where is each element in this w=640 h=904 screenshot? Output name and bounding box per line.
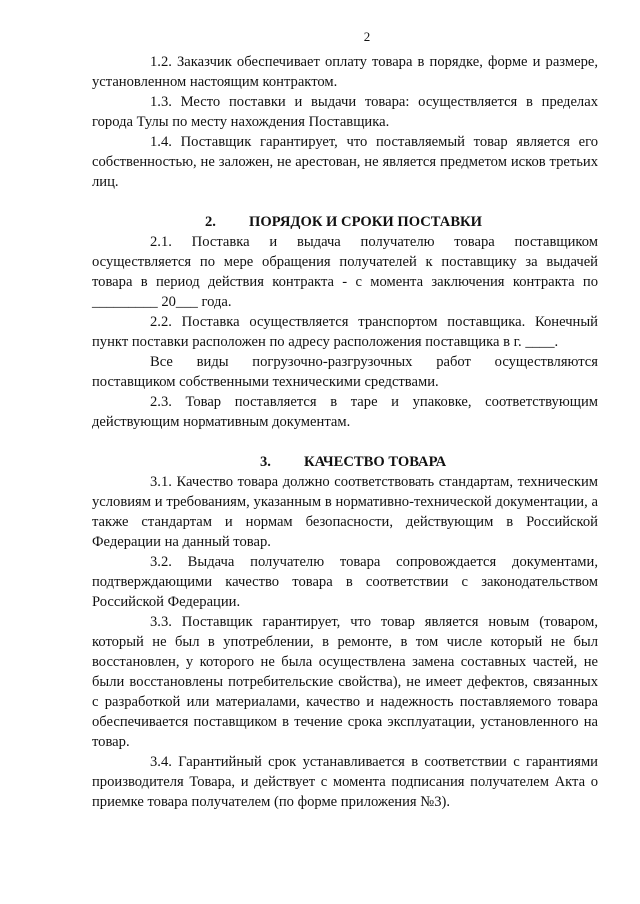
clause-1-4: 1.4. Поставщик гарантирует, что поставляемый товар является его собственностью, не заложен, не арестован, не является предметом исков третьих лиц. — [92, 134, 598, 190]
section-2-number: 2. — [205, 214, 216, 230]
clause-3-4: 3.4. Гарантийный срок устанавливается в соответствии с гарантиями производителя Товара, и действует с момента подписания получателем Акта о приемке товара получателем (по форме приложения №3). — [92, 754, 598, 810]
section-3-title: КАЧЕСТВО ТОВАРА — [304, 454, 447, 470]
section-3-number: 3. — [260, 454, 271, 470]
section-2-title: ПОРЯДОК И СРОКИ ПОСТАВКИ — [249, 214, 482, 230]
section-3-heading — [92, 452, 598, 472]
clause-3-2: 3.2. Выдача получателю товара сопровождается документами, подтверждающими качество товара в соответствии с законодательством Российской Федерации. — [92, 554, 598, 610]
clause-3-3: 3.3. Поставщик гарантирует, что товар является новым (товаром, который не был в употреблении, в ремонте, в том числе который не был восстановлен, у которого не была осуществлена замена составных частей, не были восстановлены потребительские свойства), не имеет дефектов, связанных с разработкой или материалами, качество и надежность поставляемого товара обеспечивается поставщиком в течение срока эксплуатации, установленного на товар. — [92, 614, 598, 750]
page-number: 2 — [363, 29, 371, 44]
clause-2-2-continued: Все виды погрузочно-разгрузочных работ осуществляются поставщиком собственными техническими средствами. — [92, 354, 598, 390]
clause-3-1: 3.1. Качество товара должно соответствовать стандартам, техническим условиям и требованиям, указанным в нормативно-технической документации, а также стандартам и нормам безопасности, действующим в Российской Федерации на данный товар. — [92, 474, 598, 550]
clause-2-3: 2.3. Товар поставляется в таре и упаковке, соответствующим действующим нормативным документам. — [92, 394, 598, 430]
clause-1-2: 1.2. Заказчик обеспечивает оплату товара в порядке, форме и размере, установленном настоящим контрактом. — [92, 54, 598, 90]
clause-2-1: 2.1. Поставка и выдача получателю товара поставщиком осуществляется по мере обращения получателей к поставщику за выдачей товара в период действия контракта - с момента заключения контракта по _________ 20___ года. — [92, 234, 598, 310]
clause-2-2: 2.2. Поставка осуществляется транспортом поставщика. Конечный пункт поставки расположен по адресу расположения поставщика в г. ____. — [92, 314, 598, 350]
section-2-heading — [92, 212, 598, 232]
clause-1-3: 1.3. Место поставки и выдачи товара: осуществляется в пределах города Тулы по месту нахождения Поставщика. — [92, 94, 598, 130]
